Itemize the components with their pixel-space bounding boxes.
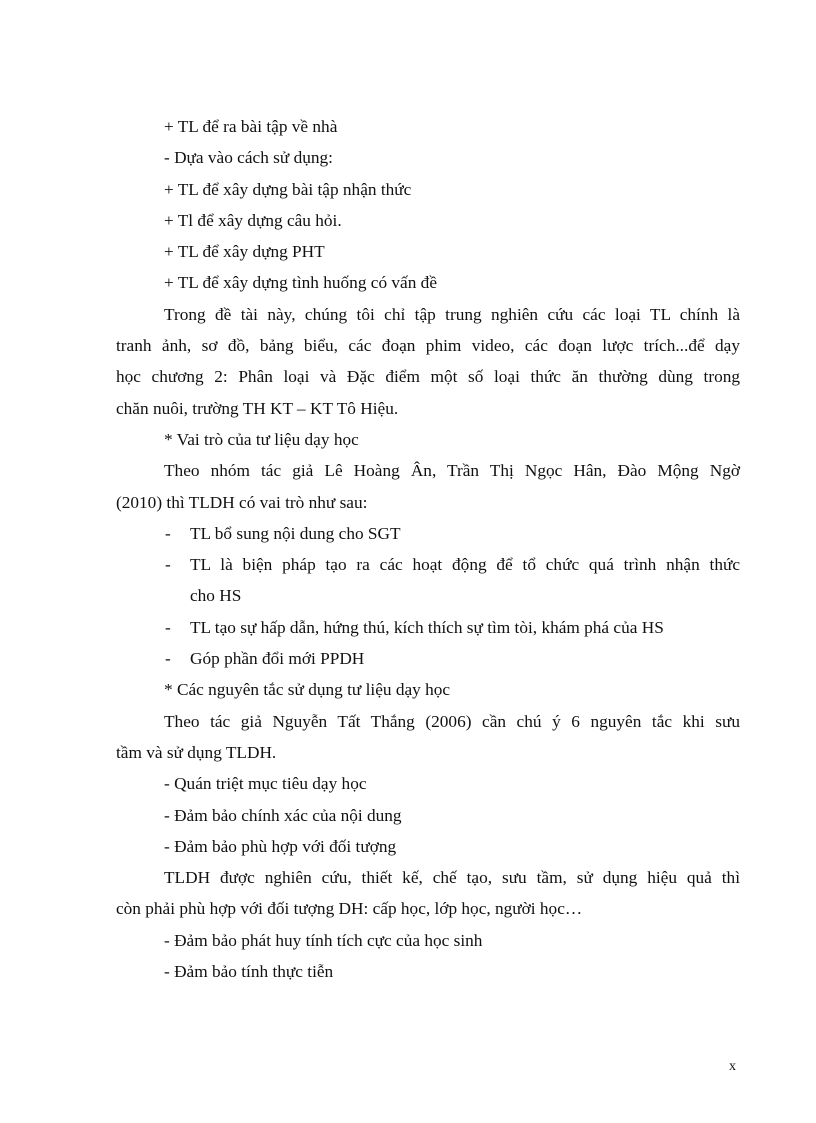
- paragraph-line: học chương 2: Phân loại và Đặc điểm một số loại thức ăn thường dùng trong: [116, 367, 740, 387]
- section-heading-principles: * Các nguyên tắc sử dụng tư liệu dạy học: [164, 680, 451, 700]
- list-dash: -: [165, 617, 171, 637]
- list-item-text: TL là biện pháp tạo ra các hoạt động để tổ chức quá trình nhận thức: [190, 555, 740, 575]
- list-dash: -: [165, 523, 171, 543]
- text-line: + TL để xây dựng bài tập nhận thức: [164, 179, 412, 199]
- list-item: [116, 612, 740, 643]
- paragraph-audience: [116, 862, 740, 925]
- roles-list: [116, 518, 740, 674]
- text-line: + TL để ra bài tập về nhà: [164, 117, 338, 136]
- paragraph-line: còn phải phù hợp với đối tượng DH: cấp học, lớp học, người học…: [116, 899, 583, 919]
- paragraph-principles-intro: [116, 706, 740, 769]
- paragraph-line: chăn nuôi, trường TH KT – KT Tô Hiệu.: [116, 398, 399, 418]
- document-body: [116, 111, 740, 987]
- paragraph-line: Trong đề tài này, chúng tôi chỉ tập trung nghiên cứu các loại TL chính là: [164, 304, 740, 324]
- text-line: + TL để xây dựng PHT: [164, 242, 325, 262]
- list-item-text: TL bổ sung nội dung cho SGT: [190, 523, 401, 543]
- list-item-continuation: cho HS: [190, 586, 242, 606]
- list-item: [116, 643, 740, 674]
- text-line: - Dựa vào cách sử dụng:: [164, 148, 333, 168]
- list-item: - Quán triệt mục tiêu dạy học: [164, 774, 367, 794]
- paragraph-scope: [116, 299, 740, 424]
- principles-list: [116, 768, 740, 862]
- paragraph-line: Theo nhóm tác giả Lê Hoàng Ân, Trần Thị Ngọc Hân, Đào Mộng Ngờ: [164, 461, 740, 481]
- section-heading-role: * Vai trò của tư liệu dạy học: [164, 429, 359, 449]
- list-item-text: Góp phần đổi mới PPDH: [190, 649, 365, 669]
- text-line: + Tl để xây dựng câu hỏi.: [164, 210, 342, 230]
- paragraph-line: tầm và sử dụng TLDH.: [116, 742, 277, 762]
- list-item: - Đảm bảo chính xác của nội dung: [164, 805, 402, 825]
- list-item: - Đảm bảo phát huy tính tích cực của học sinh: [164, 930, 483, 950]
- paragraph-line: Theo tác giả Nguyễn Tất Thắng (2006) cần chú ý 6 nguyên tắc khi sưu: [164, 711, 740, 731]
- list-item-text: TL tạo sự hấp dẫn, hứng thú, kích thích sự tìm tòi, khám phá của HS: [190, 617, 664, 637]
- text-line: + TL để xây dựng tình huống có vấn đề: [164, 273, 437, 293]
- list-dash: -: [165, 649, 171, 669]
- list-item: [116, 518, 740, 549]
- paragraph-line: TLDH được nghiên cứu, thiết kế, chế tạo, sưu tầm, sử dụng hiệu quả thì: [164, 868, 740, 888]
- principles-list-continued: [116, 925, 740, 988]
- paragraph-line: tranh ảnh, sơ đồ, bảng biểu, các đoạn phim video, các đoạn lược trích...để dạy: [116, 336, 740, 356]
- page-number: x: [729, 1059, 736, 1074]
- list-item: - Đảm bảo tính thực tiễn: [164, 962, 334, 982]
- list-dash: -: [165, 555, 171, 575]
- paragraph-role-intro: [116, 455, 740, 518]
- list-item: - Đảm bảo phù hợp với đối tượng: [164, 836, 397, 856]
- list-item: [116, 549, 740, 580]
- paragraph-line: (2010) thì TLDH có vai trò như sau:: [116, 492, 368, 512]
